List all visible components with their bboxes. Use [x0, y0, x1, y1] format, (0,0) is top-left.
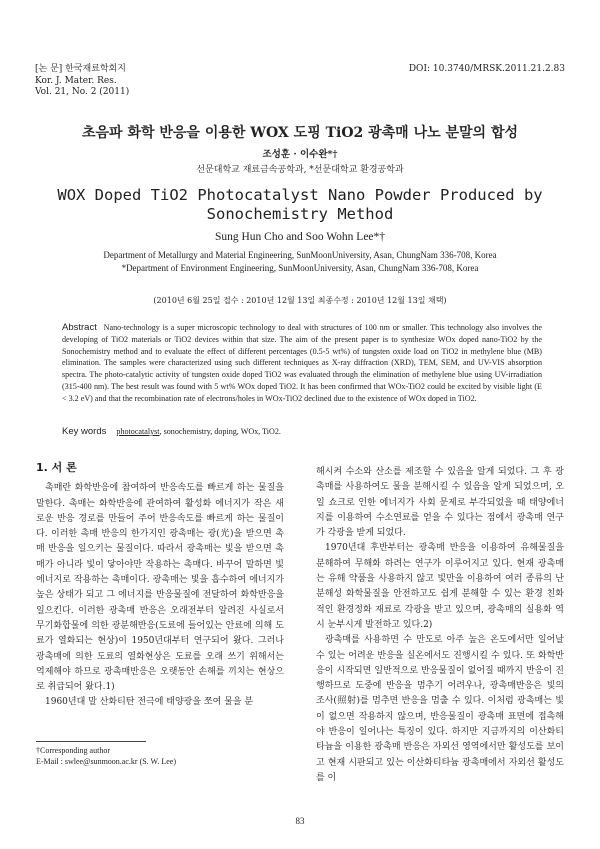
title-korean: 초음파 화학 반응을 이용한 WOX 도핑 TiO2 광촉매 나노 분말의 합성: [82, 125, 518, 141]
footnote-divider: [36, 741, 146, 742]
keywords-rest: , sonochemistry, doping, WOx, TiO2.: [159, 427, 281, 436]
affiliation-english-line2: *Department of Environment Engineering, SunMoonUniversity, Asan, ChungNam 336-708, Korea: [121, 263, 479, 273]
body-column-right: [316, 465, 564, 786]
body-paragraph: 촉매란 화학반응에 참여하여 반응속도를 빠르게 하는 물질을 말한다. 촉매는 화학반응에 관여하여 활성화 에너지가 작은 새로운 반응 경로를 만들어 주어 반응속도를 빠르게 하는 물질이다. 이러한 촉매 반응의 한가지인 광촉매는 광(光)을 받으면 촉매 반응을 일으키는 물질이다. 따라서 광촉매는 빛을 받으면 촉매가 아니라 빛이 닿아야만 작용하는 촉매다. 바꾸어 말하면 빛에너지로 작용하는 촉매이다. 광촉매는 빛을 흡수하여 에너지가 높은 상태가 되고 그 에너지를 반응물질에 전달하여 화학반응을 일으킨다. 이러한 광촉매 반응은 오래전부터 알려진 사실로서 무기화합물에 의한 광분해반응(도료에 들어있는 안료에 의해 도료가 열화되는 현상)이 1950년대부터 연구되어 왔다. 그러나 광촉매에 의한 도료의 열화현상은 도료를 오래 쓰기 위해서는 억제해야 하므로 광촉매반응은 오랫동안 손해를 끼치는 현상으로 취급되어 왔다.1): [36, 483, 284, 693]
body-paragraph: 1970년대 후반부터는 광촉매 반응을 이용하여 유해물질을 분해하여 무해화 하려는 연구가 이루어지고 있다. 현재 광촉매는 유해 약품을 사용하지 않고 빛만을 이용하여 여러 종류의 난분해성 화학물질을 안전하고도 쉽게 분해할 수 있는 환경 친화적인 환경정화 재료로 각광을 받고 있으며, 광촉매의 실용화 역시 눈부시게 발전하고 있다.2): [316, 543, 564, 630]
body-paragraph: 1960년대 말 산화티탄 전극에 태양광을 쪼여 물을 분: [45, 697, 254, 708]
footnote-corresponding: †Corresponding author: [36, 746, 110, 755]
abstract-label: Abstract: [62, 322, 97, 333]
body-column-left: [36, 460, 284, 711]
abstract: [62, 322, 542, 405]
doi: DOI: 10.3740/MRSK.2011.21.2.83: [408, 64, 565, 74]
journal-name-en: Kor. J. Mater. Res.: [35, 75, 117, 86]
page-number: 83: [295, 816, 305, 826]
received-dates: (2010년 6월 25일 접수 : 2010년 12월 13일 최종수정 : 2010년 12월 13일 채택): [153, 296, 447, 305]
journal-name-ko: [논 문] 한국재료학회지: [35, 64, 126, 74]
affiliation-korean: 선문대학교 재료금속공학과, *선문대학교 환경공학과: [196, 165, 404, 175]
journal-citation: [35, 64, 129, 99]
keyword-first: photocatalyst: [116, 427, 160, 436]
keywords-label: Key words: [62, 426, 107, 437]
affiliation-english: [0, 249, 600, 275]
abstract-text: Nano-technology is a super microscopic technology to deal with structures of 100 nm or smaller. This technology also involves the developing of TiO2 materials or TiO2 devices within that size. The aim of the present paper is to synthesize WOx doped nano-TiO2 by the Sonochemistry method and to evaluate the effect of different percentages (0.5-5 wt%) of tungsten oxide load on TiO2 in methylene blue (MB) elimination. The samples were characterized using such different techniques as X-ray diffraction (XRD), TEM, SEM, and UV-VIS absorption spectra. The photo-catalytic activity of tungsten oxide doped TiO2 was evaluated through the elimination of methylene blue using UV-irradiation (315-400 nm). The best result was found with 5 wt% WOx doped TiO2. It has been confirmed that WOx-TiO2 could be excited by visible light (E < 3.2 eV) and that the recombination rate of electrons/holes in WOx-TiO2 declined due to the existence of WOx doped in TiO2.: [62, 323, 543, 403]
affiliation-english-line1: Department of Metallurgy and Material Engineering, SunMoonUniversity, Asan, ChungNam 336-708, Korea: [103, 250, 497, 260]
body-paragraph: 해시켜 수소와 산소를 제조할 수 있음을 알게 되었다. 그 후 광촉매를 사용하여도 물을 분해시킬 수 있음을 알게 되었으며, 오일 쇼크로 인한 에너지가 사회 문제로 부각되었을 때 태양에너지를 이용하여 수소연료를 얻을 수 있다는 점에서 광촉매 연구가 각광을 받게 되었다.: [316, 467, 564, 539]
footnote: [36, 745, 176, 767]
authors-english: Sung Hun Cho and Soo Wohn Lee*†: [214, 231, 386, 243]
title-english: [0, 186, 600, 224]
footnote-email: E-Mail : swlee@sunmoon.ac.kr (S. W. Lee): [36, 757, 177, 766]
body-paragraph: 광촉매를 사용하면 수 만도로 아주 높은 온도에서만 일어날 수 있는 어려운 반응을 실온에서도 진행시킬 수 있다. 또 화학반응이 시작되면 일반적으로 반응물질이 없어질 때까지 반응이 진행하므로 도중에 반응을 멈추기 어려우나, 광촉매반응은 빛의 조사(照射)를 멈추면 반응을 멈출 수 있다. 이처럼 광촉매는 빛이 없으면 작용하지 않으며, 반응물질이 광촉매 표면에 접촉해야 반응이 일어나는 특징이 있다. 하지만 지금까지의 이산화티타늄을 이용한 광촉매 반응은 자외선 영역에서만 활성도를 보이고 현재 시판되고 있는 이산화티타늄 광촉매에서 자외선 활성도를 이: [316, 635, 564, 783]
title-english-line2: Sonochemistry Method: [206, 205, 394, 223]
journal-volume: Vol. 21, No. 2 (2011): [35, 87, 130, 97]
section-heading: 1. 서 론: [36, 461, 77, 474]
title-english-line1: WOX Doped TiO2 Photocatalyst Nano Powder Produced by: [57, 186, 543, 204]
authors-korean: 조성훈 · 이수완*†: [262, 149, 338, 160]
keywords: [62, 426, 542, 437]
